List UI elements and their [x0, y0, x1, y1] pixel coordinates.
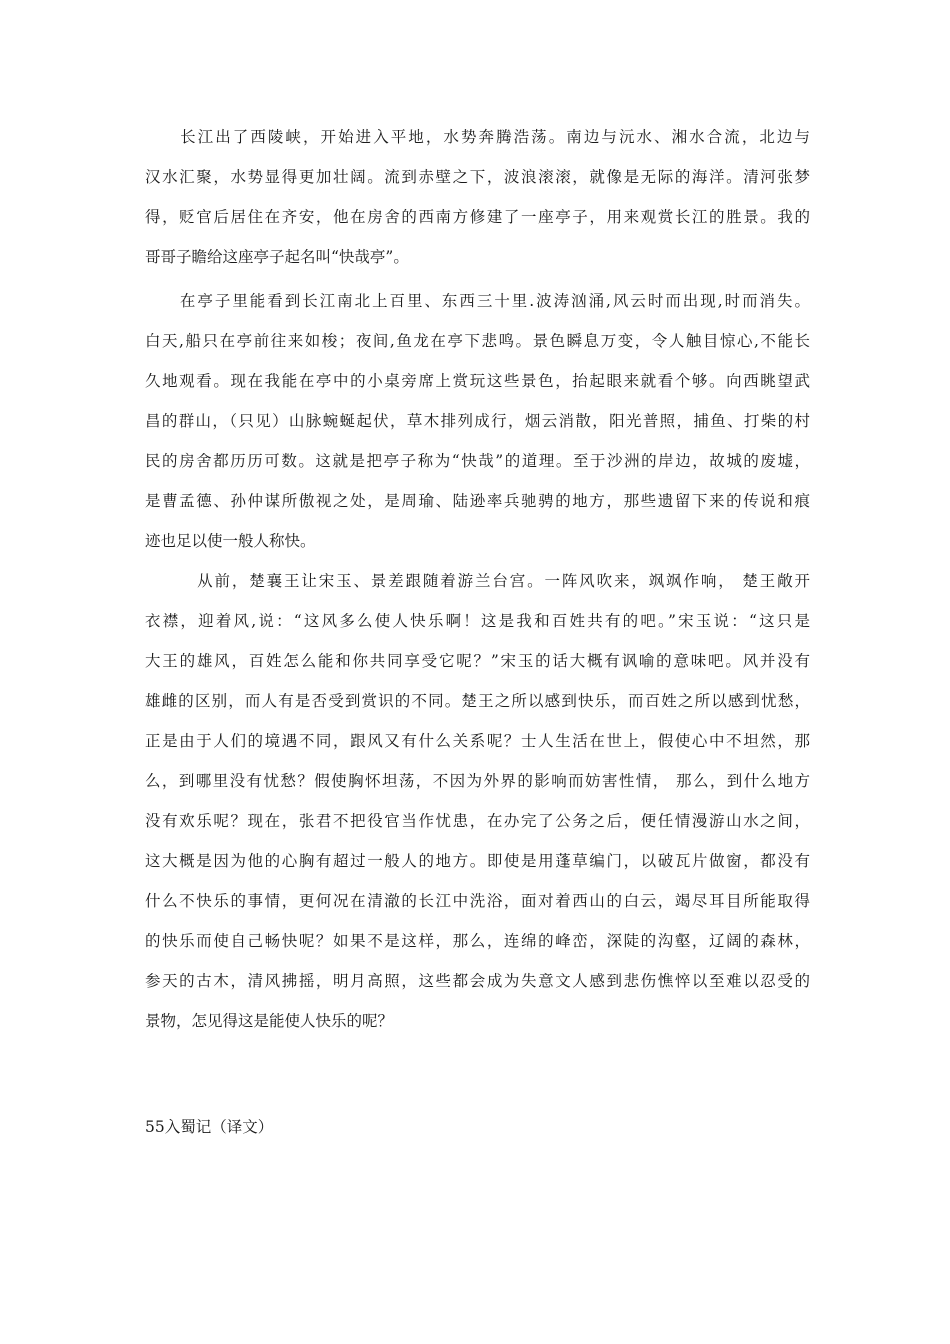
paragraph-line: 哥哥子瞻给这座亭子起名叫“快哉亭”。	[145, 248, 409, 266]
paragraph-line: 得，贬官后居住在齐安，他在房舍的西南方修建了一座亭子，用来观赏长江的胜景。我的	[145, 208, 810, 226]
paragraph-line: 是曹孟德、孙仲谋所傲视之处，是周瑜、陆逊率兵驰骋的地方，那些遗留下来的传说和痕	[145, 492, 810, 510]
paragraph-line: 雄雌的区别，而人有是否受到赏识的不同。楚王之所以感到快乐，而百姓之所以感到忧愁，	[145, 692, 810, 710]
paragraph-line: 民的房舍都历历可数。这就是把亭子称为“快哉”的道理。至于沙洲的岸边，故城的废墟，	[145, 452, 810, 470]
paragraph-line: 迹也足以使一般人称快。	[145, 532, 316, 550]
paragraph-line: 在亭子里能看到长江南北上百里、东西三十里.波涛汹涌,风云时而出现,时而消失。	[145, 292, 810, 310]
paragraph-line: 长江出了西陵峡，开始进入平地，水势奔腾浩荡。南边与沅水、湘水合流，北边与	[145, 128, 810, 146]
paragraph-3	[145, 561, 810, 1041]
paragraph-line: 这大概是因为他的心胸有超过一般人的地方。即使是用蓬草编门，以破瓦片做窗，都没有	[145, 852, 810, 870]
paragraph-line: 没有欢乐呢？现在，张君不把役官当作忧患，在办完了公务之后，便任情漫游山水之间，	[145, 812, 810, 830]
paragraph-1	[145, 117, 810, 277]
paragraph-line: 什么不快乐的事情，更何况在清澈的长江中洗浴，面对着西山的白云，竭尽耳目所能取得	[145, 892, 810, 910]
paragraph-line: 昌的群山，（只见）山脉蜿蜒起伏，草木排列成行，烟云消散，阳光普照，捕鱼、打柴的村	[145, 412, 810, 430]
paragraph-line: 白天,船只在亭前往来如梭；夜间,鱼龙在亭下悲鸣。景色瞬息万变，令人触目惊心,不能长	[145, 332, 810, 350]
section-heading: 55入蜀记（译文）	[145, 1118, 274, 1136]
paragraph-line: 的快乐而使自己畅快呢？如果不是这样，那么，连绵的峰峦，深陡的沟壑，辽阔的森林，	[145, 932, 810, 950]
paragraph-line: 正是由于人们的境遇不同，跟风又有什么关系呢？士人生活在世上，假使心中不坦然，那	[145, 732, 810, 750]
paragraph-line: 大王的雄风，百姓怎么能和你共同享受它呢？”宋玉的话大概有讽喻的意味吧。风并没有	[145, 652, 810, 670]
paragraph-line: 衣襟，迎着风,说：“这风多么使人快乐啊！这是我和百姓共有的吧。”宋玉说：“这只是	[145, 612, 810, 630]
paragraph-line: 参天的古木，清风拂摇，明月高照，这些都会成为失意文人感到悲伤憔悴以至难以忍受的	[145, 972, 810, 990]
paragraph-line: 景物，怎见得这是能使人快乐的呢？	[145, 1012, 394, 1030]
paragraph-line: 久地观看。现在我能在亭中的小桌旁席上赏玩这些景色，抬起眼来就看个够。向西眺望武	[145, 372, 810, 390]
paragraph-line: 汉水汇聚，水势显得更加壮阔。流到赤壁之下，波浪滚滚，就像是无际的海洋。清河张梦	[145, 168, 810, 186]
paragraph-2	[145, 281, 810, 561]
paragraph-line: 从前，楚襄王让宋玉、景差跟随着游兰台宫。一阵风吹来，飒飒作响， 楚王敞开	[145, 572, 810, 590]
paragraph-line: 么，到哪里没有忧愁？假使胸怀坦荡，不因为外界的影响而妨害性情， 那么，到什么地方	[145, 772, 810, 790]
